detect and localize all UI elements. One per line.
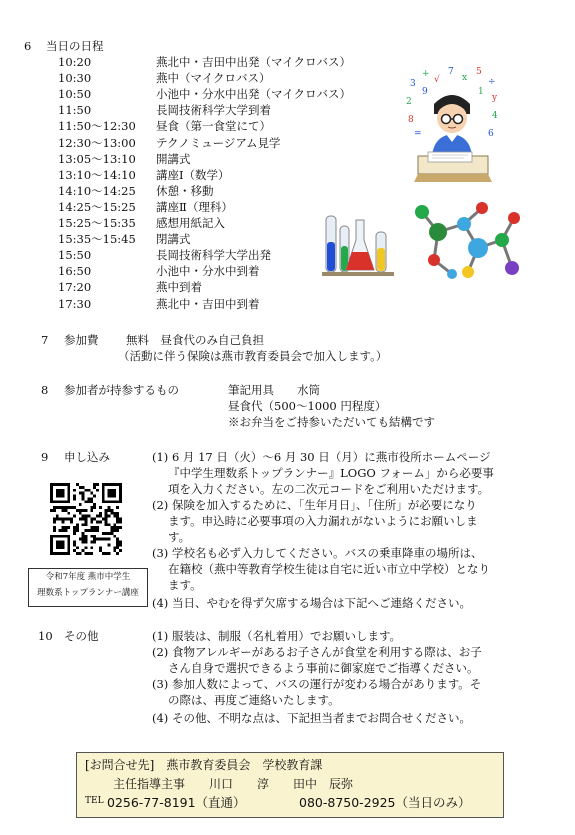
bring-line-2: 昼食代（500～1000 円程度） <box>228 399 387 413</box>
schedule-time: 11:50～12:30 <box>58 119 136 134</box>
qr-caption-line-1: 令和7年度 燕市中学生 <box>45 572 131 582</box>
section-8-number: 8 <box>41 383 49 397</box>
other-note-line: (2) 食物アレルギーがあるお子さんが食堂を利用する際は、お子 <box>152 645 482 659</box>
application-note-line: (3) 学校名も必ず入力してください。バスの乗車降車の場所は、 <box>152 546 483 560</box>
schedule-time: 15:25～15:35 <box>58 216 136 230</box>
section-8-title: 参加者が持参するもの <box>64 383 179 397</box>
svg-text:2: 2 <box>406 97 412 107</box>
phone-direct[interactable]: 0256-77-8191（直通） <box>107 795 246 810</box>
schedule-time: 14:10～14:25 <box>58 183 136 198</box>
schedule-event: 開講式 <box>156 151 191 166</box>
section-10-number: 10 <box>38 629 53 643</box>
schedule-event: 昼食（第一食堂にて） <box>156 119 271 134</box>
svg-text:9: 9 <box>422 87 428 97</box>
schedule-time: 13:05～13:10 <box>58 151 136 166</box>
application-note-line: ます。申込時に必要事項の入力漏れがないようにお願いしま <box>168 514 478 528</box>
student-studying-illustration <box>404 66 500 186</box>
schedule-time: 17:20 <box>58 280 92 295</box>
svg-text:4: 4 <box>492 111 498 121</box>
schedule-time: 10:20 <box>58 55 92 69</box>
application-note-line: 在籍校（燕中等教育学校生徒は自宅に近い市立中学校）となり <box>168 562 490 576</box>
section-10-title: その他 <box>64 629 99 643</box>
other-note-line: (4) その他、不明な点は、下記担当者までお問合せください。 <box>152 711 471 725</box>
section-9-title: 申し込み <box>64 450 110 464</box>
phone-icon: TEL <box>85 796 104 806</box>
schedule-time: 12:30～13:00 <box>58 135 136 150</box>
schedule-time: 10:50 <box>58 87 92 102</box>
fee-line-1: 無料 昼食代のみ自己負担 <box>126 333 264 347</box>
section-7-number: 7 <box>41 333 49 347</box>
schedule-event: 小池中・分水中到着 <box>156 264 260 279</box>
application-note-line: 項を入力ください。左の二次元コードをご利用いただけます。 <box>168 482 490 496</box>
qr-caption-line-2: 理数系トップランナー講座 <box>37 588 139 598</box>
svg-text:÷: ÷ <box>488 77 496 87</box>
svg-text:7: 7 <box>448 67 454 77</box>
svg-text:6: 6 <box>488 129 494 139</box>
application-note-line: 『中学生理数系トップランナー』LOGO フォーム」から必要事 <box>168 466 494 480</box>
molecule-model-illustration <box>408 196 526 288</box>
schedule-time: 10:30 <box>58 71 92 86</box>
schedule-event: 小池中・分水中出発（マイクロバス） <box>156 87 352 102</box>
schedule-time: 13:10～14:10 <box>58 167 136 182</box>
schedule-event: 閉講式 <box>156 232 191 247</box>
schedule-event: 講座Ⅰ（数学） <box>156 167 230 182</box>
fee-line-2: （活動に伴う保険は燕市教育委員会で加入します。） <box>118 349 388 363</box>
application-note-line: (1) 6 月 17 日（火）～6 月 30 日（月）に燕市役所ホームページ <box>152 450 491 464</box>
schedule-event: 講座Ⅱ（理科） <box>156 199 233 214</box>
section-9-number: 9 <box>41 450 49 464</box>
schedule-event: 燕北中・吉田中到着 <box>156 296 260 311</box>
other-note-line: の際は、再度ご連絡いたします。 <box>168 693 340 707</box>
other-note-line: (3) 参加人数によって、バスの運行が変わる場合があります。そ <box>152 677 482 691</box>
qr-caption <box>28 568 148 607</box>
application-note-line: す。 <box>168 530 191 544</box>
lab-flasks-illustration <box>322 212 394 278</box>
svg-text:8: 8 <box>408 115 414 125</box>
schedule-event: 長岡技術科学大学出発 <box>156 248 271 263</box>
schedule-event: 燕中（マイクロバス） <box>156 71 271 86</box>
svg-text:1: 1 <box>478 87 484 97</box>
schedule-event: テクノミュージアム見学 <box>156 135 281 150</box>
application-note-line: (4) 当日、やむを得ず欠席する場合は下記へご連絡ください。 <box>152 596 471 610</box>
schedule-event: 感想用紙記入 <box>156 216 225 230</box>
schedule-time: 16:50 <box>58 264 92 279</box>
schedule-event: 燕中到着 <box>156 280 202 295</box>
section-7-title: 参加費 <box>64 333 99 347</box>
svg-text:y: y <box>492 93 498 103</box>
application-note-line: (2) 保険を加入するために、「生年月日」、「住所」が必要になり <box>152 498 477 512</box>
schedule-time: 17:30 <box>58 296 92 311</box>
svg-text:5: 5 <box>476 67 482 77</box>
schedule-event: 燕北中・吉田中出発（マイクロバス） <box>156 55 352 69</box>
schedule-event: 休憩・移動 <box>156 183 214 198</box>
section-6-number: 6 <box>24 39 32 53</box>
bring-line-3: ※お弁当をご持参いただいても結構です <box>228 415 435 429</box>
svg-text:+: + <box>422 69 430 79</box>
other-note-line: (1) 服装は、制服（名札着用）でお願いします。 <box>152 629 402 643</box>
schedule-event: 長岡技術科学大学到着 <box>156 103 271 118</box>
schedule-time: 15:35～15:45 <box>58 232 136 247</box>
svg-text:3: 3 <box>410 79 416 89</box>
contact-box <box>76 752 504 818</box>
qr-code-icon[interactable] <box>50 483 122 555</box>
section-6-title: 当日の日程 <box>46 39 104 53</box>
contact-header: [お問合せ先] 燕市教育委員会 学校教育課 <box>85 758 323 772</box>
application-note-line: ます。 <box>168 578 202 592</box>
phone-event-day[interactable]: 080-8750-2925（当日のみ） <box>299 795 471 810</box>
svg-text:x: x <box>462 73 468 83</box>
bring-line-1: 筆記用具 水筒 <box>228 383 320 397</box>
other-note-line: さん自身で選択できるよう事前に御家庭でご指導ください。 <box>168 661 479 675</box>
svg-text:=: = <box>414 129 422 139</box>
schedule-time: 15:50 <box>58 248 92 263</box>
schedule-time: 11:50 <box>58 103 92 118</box>
contact-persons: 主任指導主事 川口 淳 田中 辰弥 <box>113 777 354 791</box>
schedule-time: 14:25～15:25 <box>58 199 136 214</box>
svg-text:√: √ <box>434 75 440 85</box>
